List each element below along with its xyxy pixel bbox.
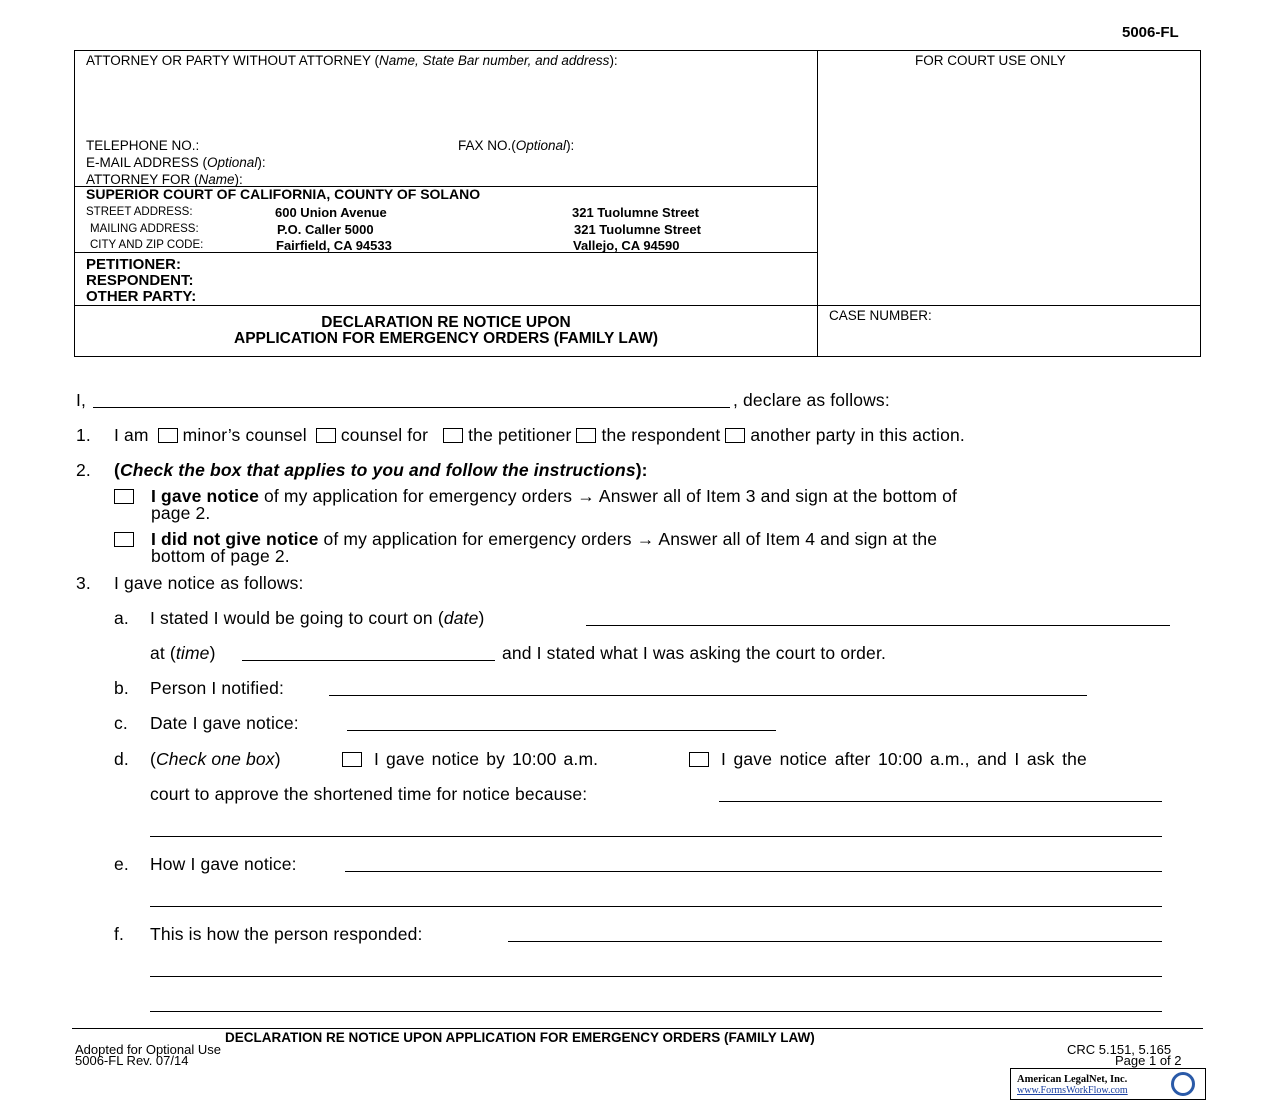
respondent-option-label: the respondent — [601, 425, 721, 445]
item3c-text: Date I gave notice: — [150, 713, 299, 733]
other-party-label: OTHER PARTY: — [86, 288, 197, 305]
mailing-address-1: P.O. Caller 5000 — [277, 222, 374, 237]
header-box — [74, 50, 1201, 357]
footer-title: DECLARATION RE NOTICE UPON APPLICATION FOR EMERGENCY ORDERS (FAMILY LAW) — [225, 1030, 815, 1045]
item3b-label: b. — [114, 678, 129, 698]
mailing-label: MAILING ADDRESS: — [90, 223, 199, 235]
gave-notice-checkbox[interactable] — [114, 489, 134, 504]
footer-page: Page 1 of 2 — [1115, 1053, 1182, 1068]
attorney-for-label: ATTORNEY FOR (Name): — [86, 172, 243, 187]
footer-divider — [72, 1028, 1203, 1029]
form-title-line2: APPLICATION FOR EMERGENCY ORDERS (FAMILY LAW) — [234, 330, 658, 347]
declarant-name-line[interactable] — [93, 407, 730, 408]
item3-number: 3. — [76, 573, 91, 593]
fax-label: FAX NO.(Optional): — [458, 138, 575, 153]
did-not-give-notice-checkbox[interactable] — [114, 532, 134, 547]
person-notified-line[interactable] — [329, 695, 1087, 696]
party-section-divider — [74, 252, 818, 253]
how-gave-notice-line-1[interactable] — [345, 871, 1162, 872]
person-responded-line-3[interactable] — [150, 1011, 1162, 1012]
court-use-label: FOR COURT USE ONLY — [915, 53, 1066, 68]
item2-instructions: (Check the box that applies to you and follow the instructions): — [114, 460, 648, 480]
street-label: STREET ADDRESS: — [86, 206, 193, 218]
item1-row — [114, 425, 965, 446]
respondent-label: RESPONDENT: — [86, 272, 194, 289]
item1-number: 1. — [76, 425, 91, 445]
notice-by-10am-checkbox[interactable] — [342, 752, 362, 767]
date-gave-notice-line[interactable] — [347, 730, 776, 731]
court-date-line[interactable] — [586, 625, 1170, 626]
respondent-checkbox[interactable] — [576, 428, 596, 443]
email-label: E-MAIL ADDRESS (Optional): — [86, 155, 266, 170]
counsel-for-label: counsel for — [340, 425, 429, 445]
item3f-label: f. — [114, 924, 125, 944]
item3d-label: d. — [114, 749, 129, 769]
street-address-2: 321 Tuolumne Street — [572, 205, 699, 220]
logo-url[interactable]: www.FormsWorkFlow.com — [1017, 1085, 1128, 1096]
telephone-label: TELEPHONE NO.: — [86, 138, 200, 153]
vendor-logo[interactable] — [1010, 1068, 1206, 1100]
item2-number: 2. — [76, 460, 91, 480]
item3c-label: c. — [114, 713, 128, 733]
another-party-checkbox[interactable] — [725, 428, 745, 443]
logo-globe-icon — [1171, 1072, 1195, 1096]
another-party-option-label: another party in this action. — [750, 425, 965, 445]
did-not-give-notice-cont: bottom of page 2. — [151, 546, 290, 566]
footer-crc: CRC 5.151, 5.165 — [1067, 1042, 1172, 1057]
notice-by-10am-label: I gave notice by 10:00 a.m. — [374, 749, 599, 769]
shortened-time-reason-line-2[interactable] — [150, 836, 1162, 837]
shortened-time-reason-line-1[interactable] — [719, 801, 1162, 802]
item3a-label: a. — [114, 608, 129, 628]
city-zip-label: CITY AND ZIP CODE: — [90, 239, 204, 251]
item3a-order-text: and I stated what I was asking the court to order. — [502, 643, 886, 663]
item3a-text: I stated I would be going to court on (date) — [150, 608, 485, 628]
logo-company: American LegalNet, Inc. — [1017, 1074, 1128, 1085]
did-not-give-notice-text: I did not give notice of my application for emergency orders → Answer all of Item 4 and sign at the — [151, 529, 938, 549]
city-zip-2: Vallejo, CA 94590 — [573, 238, 680, 253]
header-divider — [817, 50, 818, 357]
attorney-label: ATTORNEY OR PARTY WITHOUT ATTORNEY (Name, State Bar number, and address): — [86, 53, 618, 68]
person-responded-line-1[interactable] — [508, 941, 1162, 942]
footer-revision: 5006-FL Rev. 07/14 — [75, 1053, 189, 1068]
item3-text: I gave notice as follows: — [114, 573, 304, 593]
item1-iam: I am — [114, 425, 149, 445]
declare-end: , declare as follows: — [733, 390, 890, 410]
form-title-line1: DECLARATION RE NOTICE UPON — [321, 314, 571, 331]
person-responded-line-2[interactable] — [150, 976, 1162, 977]
footer-adopted: Adopted for Optional Use — [75, 1042, 221, 1057]
petitioner-option-label: the petitioner — [468, 425, 572, 445]
declare-i: I, — [76, 390, 87, 410]
how-gave-notice-line-2[interactable] — [150, 906, 1162, 907]
court-name: SUPERIOR COURT OF CALIFORNIA, COUNTY OF SOLANO — [86, 186, 481, 202]
city-zip-1: Fairfield, CA 94533 — [276, 238, 392, 253]
title-section-divider — [74, 305, 1201, 306]
item3d-check-instr: (Check one box) — [150, 749, 281, 769]
item3b-text: Person I notified: — [150, 678, 285, 698]
item3d-cont: court to approve the shortened time for notice because: — [150, 784, 588, 804]
minors-counsel-label: minor’s counsel — [182, 425, 307, 445]
notice-after-10am-checkbox[interactable] — [689, 752, 709, 767]
gave-notice-cont: page 2. — [151, 503, 211, 523]
gave-notice-text: I gave notice of my application for emergency orders → Answer all of Item 3 and sign at the bottom of — [151, 486, 957, 506]
street-address-1: 600 Union Avenue — [275, 205, 387, 220]
form-number: 5006-FL — [1122, 24, 1179, 41]
court-time-line[interactable] — [242, 660, 495, 661]
counsel-for-checkbox[interactable] — [316, 428, 336, 443]
case-number-label: CASE NUMBER: — [829, 308, 932, 323]
mailing-address-2: 321 Tuolumne Street — [574, 222, 701, 237]
item3e-label: e. — [114, 854, 129, 874]
notice-after-10am-label: I gave notice after 10:00 a.m., and I ask the — [721, 749, 1087, 769]
petitioner-label: PETITIONER: — [86, 256, 182, 273]
item3e-text: How I gave notice: — [150, 854, 297, 874]
petitioner-checkbox[interactable] — [443, 428, 463, 443]
item3f-text: This is how the person responded: — [150, 924, 423, 944]
item3a-at: at (time) — [150, 643, 216, 663]
minors-counsel-checkbox[interactable] — [158, 428, 178, 443]
